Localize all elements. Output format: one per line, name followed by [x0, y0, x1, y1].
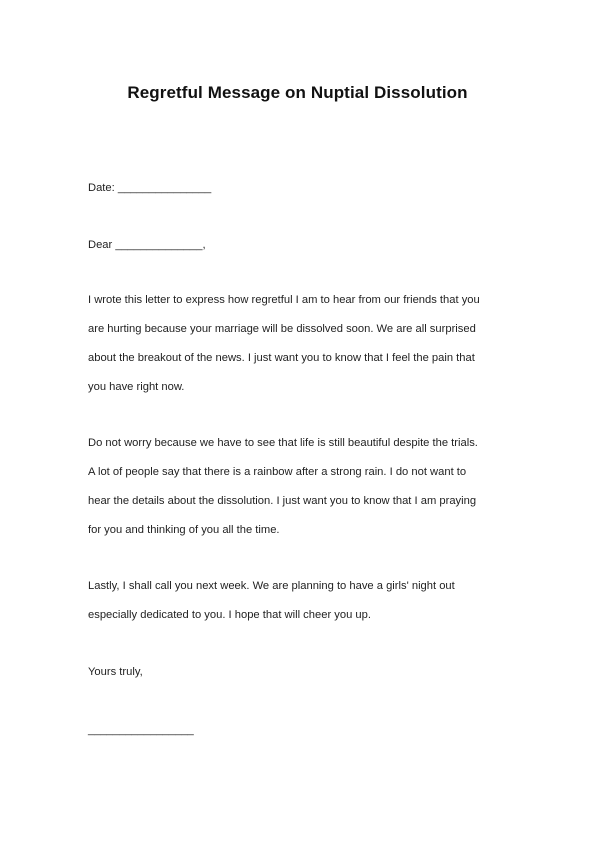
- document-title: Regretful Message on Nuptial Dissolution: [127, 83, 468, 102]
- paragraph-line: hear the details about the dissolution. I just want you to know that I am praying: [88, 495, 477, 507]
- paragraph-line: A lot of people say that there is a rainbow after a strong rain. I do not want to: [88, 466, 467, 478]
- paragraph-line: about the breakout of the news. I just want you to know that I feel the pain that: [88, 352, 475, 364]
- paragraph-line: I wrote this letter to express how regretful I am to hear from our friends that you: [88, 294, 480, 306]
- salutation: Dear ______________,: [88, 239, 206, 251]
- paragraph-line: you have right now.: [88, 381, 185, 393]
- paragraph-line: especially dedicated to you. I hope that will cheer you up.: [88, 609, 371, 621]
- paragraph-line: for you and thinking of you all the time.: [88, 524, 280, 536]
- paragraph-1: [88, 286, 528, 402]
- closing: Yours truly,: [88, 666, 143, 678]
- paragraph-3: [88, 572, 528, 630]
- paragraph-line: Lastly, I shall call you next week. We are planning to have a girls' night out: [88, 580, 455, 592]
- paragraph-line: Do not worry because we have to see that life is still beautiful despite the trials.: [88, 437, 478, 449]
- date-line: Date: _______________: [88, 182, 212, 194]
- paragraph-2: [88, 429, 528, 545]
- signature-line: _________________: [88, 724, 194, 736]
- paragraph-line: are hurting because your marriage will be dissolved soon. We are all surprised: [88, 323, 476, 335]
